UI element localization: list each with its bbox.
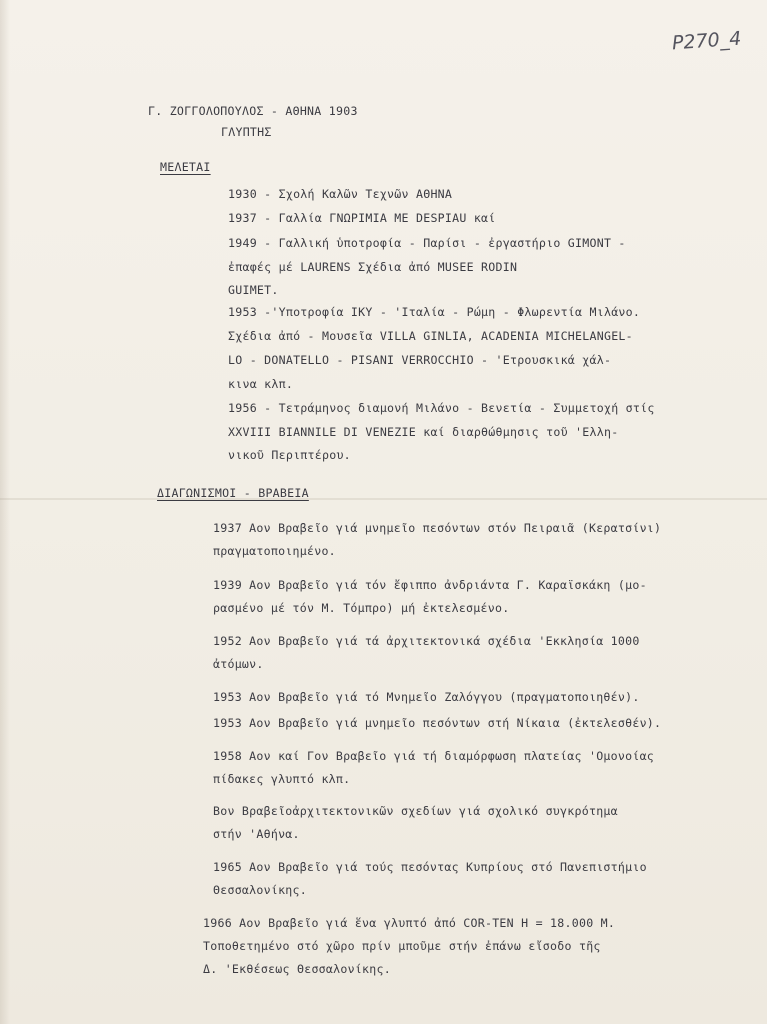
competitions-line: 1939 Αον Βραβεῖο γιά τόν ἔφιππο ἀνδριάντα Γ. Καραϊσκάκη (μο-	[213, 578, 647, 592]
competitions-line: 1965 Αον Βραβεῖο γιά τούς πεσόντας Κυπρίους στό Πανεπιστήμιο	[213, 860, 647, 874]
studies-line: 1937 - Γαλλία ΓΝΩΡΙΜΙΑ ΜΕ DESPIAU καί	[228, 211, 496, 225]
studies-line: 1956 - Τετράμηνος διαμονή Μιλάνο - Βενετία - Συμμετοχή στίς	[228, 401, 655, 415]
studies-line: νικοῦ Περιπτέρου.	[228, 448, 351, 462]
competitions-line: 1952 Αον Βραβεῖο γιά τά ἀρχιτεκτονικά σχέδια 'Εκκλησία 1000	[213, 634, 640, 648]
competitions-line: ρασμένο μέ τόν Μ. Τόμπρο) μή ἐκτελεσμένο.	[213, 601, 510, 615]
studies-line: ἐπαφές μέ LAURENS Σχέδια ἀπό MUSEE RODIN	[228, 260, 518, 274]
competitions-line: πραγματοποιημένο.	[213, 544, 336, 558]
studies-line: XXVIII BIANNILE DI VENEZIE καί διαρθώθμησις τοῦ 'Ελλη-	[228, 425, 619, 439]
competitions-line: στήν 'Αθήνα.	[213, 827, 300, 841]
studies-line: κινα κλπ.	[228, 377, 294, 391]
competitions-line: 1953 Αον Βραβεῖο γιά μνημεῖο πεσόντων στή Νίκαια (ἐκτελεσθέν).	[213, 716, 662, 730]
header-profession: ΓΛΥΠΤΗΣ	[221, 125, 272, 139]
competitions-line: Δ. 'Εκθέσεως Θεσσαλονίκης.	[203, 962, 391, 976]
competitions-heading: ΔΙΑΓΩΝΙΣΜΟΙ - ΒΡΑΒΕΙΑ	[157, 486, 309, 500]
competitions-line: Βον Βραβεῖοἀρχιτεκτονικῶν σχεδίων γιά σχολικό συγκρότημα	[213, 804, 618, 818]
competitions-line: 1937 Αον Βραβεῖο γιά μνημεῖο πεσόντων στόν Πειραιᾶ (Κερατσίνι)	[213, 521, 662, 535]
competitions-line: ἀτόμων.	[213, 657, 264, 671]
competitions-line: 1953 Αον Βραβεῖο γιά τό Μνημεῖο Ζαλόγγου (πραγματοποιηθέν).	[213, 690, 640, 704]
handwritten-reference-mark: P270_4	[671, 27, 742, 55]
competitions-line: 1966 Αον Βραβεῖο γιά ἕνα γλυπτό ἀπό COR-TEN Η = 18.000 Μ.	[203, 916, 616, 930]
studies-line: 1953 -'Υποτροφία ΙΚΥ - 'Ιταλία - Ρώμη - Φλωρεντία Μιλάνο.	[228, 305, 641, 319]
studies-line: 1949 - Γαλλική ὑποτροφία - Παρίσι - ἐργαστήριο GIMONT -	[228, 236, 626, 250]
studies-heading: ΜΕΛΕΤΑΙ	[160, 160, 211, 174]
competitions-line: 1958 Αον καί Γον Βραβεῖο γιά τή διαμόρφωση πλατείας 'Ομονοίας	[213, 749, 655, 763]
competitions-line: Τοποθετημένο στό χῶρο πρίν μποῦμε στήν ἐπάνω εἴσοδο τῆς	[203, 939, 601, 953]
studies-line: GUIMET.	[228, 283, 279, 297]
competitions-line: πίδακες γλυπτό κλπ.	[213, 772, 351, 786]
studies-line: 1930 - Σχολή Καλῶν Τεχνῶν ΑΘΗΝΑ	[228, 187, 453, 201]
paper-fold-line	[0, 498, 767, 500]
competitions-line: Θεσσαλονίκης.	[213, 883, 307, 897]
header-name-line: Γ. ΖΟΓΓΟΛΟΠΟΥΛΟΣ - ΑΘΗΝΑ 1903	[148, 104, 358, 118]
studies-line: Σχέδια ἀπό - Μουσεῖα VILLA GINLIA, ACADENIA MICHELANGEL-	[228, 329, 633, 343]
studies-line: LO - DONATELLO - PISANI VERROCCHIO - 'Ετρουσκικά χάλ-	[228, 353, 612, 367]
paper-edge-shadow	[0, 0, 10, 1024]
